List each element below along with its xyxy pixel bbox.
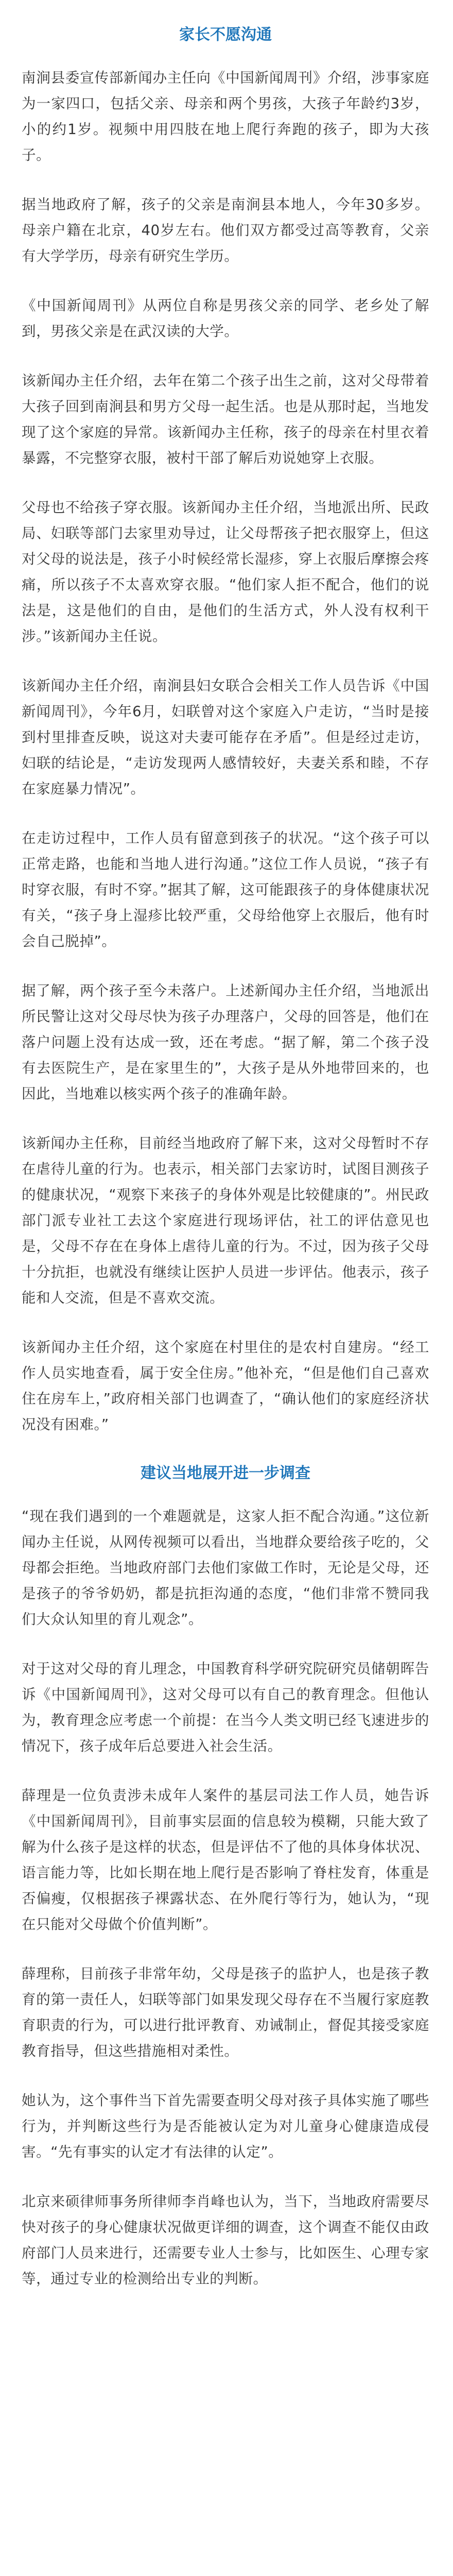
article-paragraph: 薛理称，目前孩子非常年幼，父母是孩子的监护人，也是孩子教育的第一责任人，妇联等部门如果发现父母存在不当履行家庭教育职责的行为，可以进行批评教育、劝诫制止，督促其接受家庭教育指导，但这些措施相对柔性。 xyxy=(22,1965,429,2059)
article-paragraph: 北京来硕律师事务所律师李肖峰也认为，当下，当地政府需要尽快对孩子的身心健康状况做更详细的调查，这个调查不能仅由政府部门人员来进行，还需要专业人士参与，比如医生、心理专家等，通过专业的检测给出专业的判断。 xyxy=(22,2193,429,2287)
article-paragraph: “现在我们遇到的一个难题就是，这家人拒不配合沟通。”这位新闻办主任说，从网传视频可以看出，当地群众要给孩子吃的，父母都会拒绝。当地政府部门去他们家做工作时，无论是父母，还是孩子的爷爷奶奶，都是抗拒沟通的态度，“他们非常不赞同我们大众认知里的育儿观念”。 xyxy=(22,1508,429,1628)
article-paragraph: 薛理是一位负责涉未成年人案件的基层司法工作人员，她告诉《中国新闻周刊》，目前事实层面的信息较为模糊，只能大致了解为什么孩子是这样的状态，但是评估不了他的具体身体状况、语言能力等，比如长期在地上爬行是否影响了脊柱发育，体重是否偏瘦，仅根据孩子裸露状态、在外爬行等行为，她认为，“现在只能对父母做个价值判断”。 xyxy=(22,1787,429,1933)
article-paragraph: 该新闻办主任称，目前经当地政府了解下来，这对父母暂时不存在虐待儿童的行为。也表示，相关部门去家访时，试图目测孩子的健康状况，“观察下来孩子的身体外观是比较健康的”。州民政部门派专业社工去这个家庭进行现场评估，社工的评估意见也是，父母不存在在身体上虐待儿童的行为。不过，因为孩子父母十分抗拒，也就没有继续让医护人员进一步评估。他表示，孩子能和人交流，但是不喜欢交流。 xyxy=(22,1135,429,1306)
section-title: 建议当地展开进一步调查 xyxy=(141,1464,310,1482)
article-paragraph: 据了解，两个孩子至今未落户。上述新闻办主任介绍，当地派出所民警让这对父母尽快为孩子办理落户，父母的回答是，他们在落户问题上没有达成一致，还在考虑。“据了解，第二个孩子没有去医院生产，是在家里生的”，大孩子是从外地带回来的，也因此，当地难以核实两个孩子的准确年龄。 xyxy=(22,982,429,1102)
article-paragraph: 该新闻办主任介绍，这个家庭在村里住的是农村自建房。“经工作人员实地查看，属于安全住房。”他补充，“但是他们自己喜欢住在房车上，”政府相关部门也调查了，“确认他们的家庭经济状况没有困难。” xyxy=(22,1339,429,1433)
article-paragraph: 该新闻办主任介绍，南涧县妇女联合会相关工作人员告诉《中国新闻周刊》，今年6月，妇联曾对这个家庭入户走访，“当时是接到村里排查反映，说这对夫妻可能存在矛盾”。但是经过走访，妇联的结论是，“走访发现两人感情较好，夫妻关系和睦，不存在家庭暴力情况”。 xyxy=(22,677,429,797)
article-paragraph: 据当地政府了解，孩子的父亲是南涧县本地人，今年30多岁。母亲户籍在北京，40岁左右。他们双方都受过高等教育，父亲有大学学历，母亲有研究生学历。 xyxy=(22,196,429,264)
article-paragraph: 该新闻办主任介绍，去年在第二个孩子出生之前，这对父母带着大孩子回到南涧县和男方父母一起生活。也是从那时起，当地发现了这个家庭的异常。该新闻办主任称，孩子的母亲在村里衣着暴露，不完整穿衣服，被村干部了解后劝说她穿上衣服。 xyxy=(22,372,429,466)
article-paragraph: 父母也不给孩子穿衣服。该新闻办主任介绍，当地派出所、民政局、妇联等部门去家里劝导过，让父母帮孩子把衣服穿上，但这对父母的说法是，孩子小时候经常长湿疹，穿上衣服后摩擦会疼痛，所以孩子不太喜欢穿衣服。“他们家人拒不配合，他们的说法是，这是他们的自由，是他们的生活方式，外人没有权利干涉。”该新闻办主任说。 xyxy=(22,499,429,645)
section-title: 家长不愿沟通 xyxy=(179,26,272,44)
article-paragraph: 对于这对父母的育儿理念，中国教育科学研究院研究员储朝晖告诉《中国新闻周刊》，这对父母可以有自己的教育理念。但他认为，教育理念应考虑一个前提：在当今人类文明已经飞速进步的情况下，孩子成年后总要进入社会生活。 xyxy=(22,1660,429,1754)
article-paragraph: 《中国新闻周刊》从两位自称是男孩父亲的同学、老乡处了解到，男孩父亲是在武汉读的大学。 xyxy=(22,297,429,340)
article-paragraph: 她认为，这个事件当下首先需要查明父母对孩子具体实施了哪些行为，并判断这些行为是否能被认定为对儿童身心健康造成侵害。“先有事实的认定才有法律的认定”。 xyxy=(22,2092,429,2160)
article-paragraph: 在走访过程中，工作人员有留意到孩子的状况。“这个孩子可以正常走路，也能和当地人进行沟通。”这位工作人员说，“孩子有时穿衣服，有时不穿。”据其了解，这可能跟孩子的身体健康状况有关，“孩子身上湿疹比较严重，父母给他穿上衣服后，他有时会自己脱掉”。 xyxy=(22,830,429,950)
article-paragraph: 南涧县委宣传部新闻办主任向《中国新闻周刊》介绍，涉事家庭为一家四口，包括父亲、母亲和两个男孩，大孩子年龄约3岁，小的约1岁。视频中用四肢在地上爬行奔跑的孩子，即为大孩子。 xyxy=(22,70,429,163)
